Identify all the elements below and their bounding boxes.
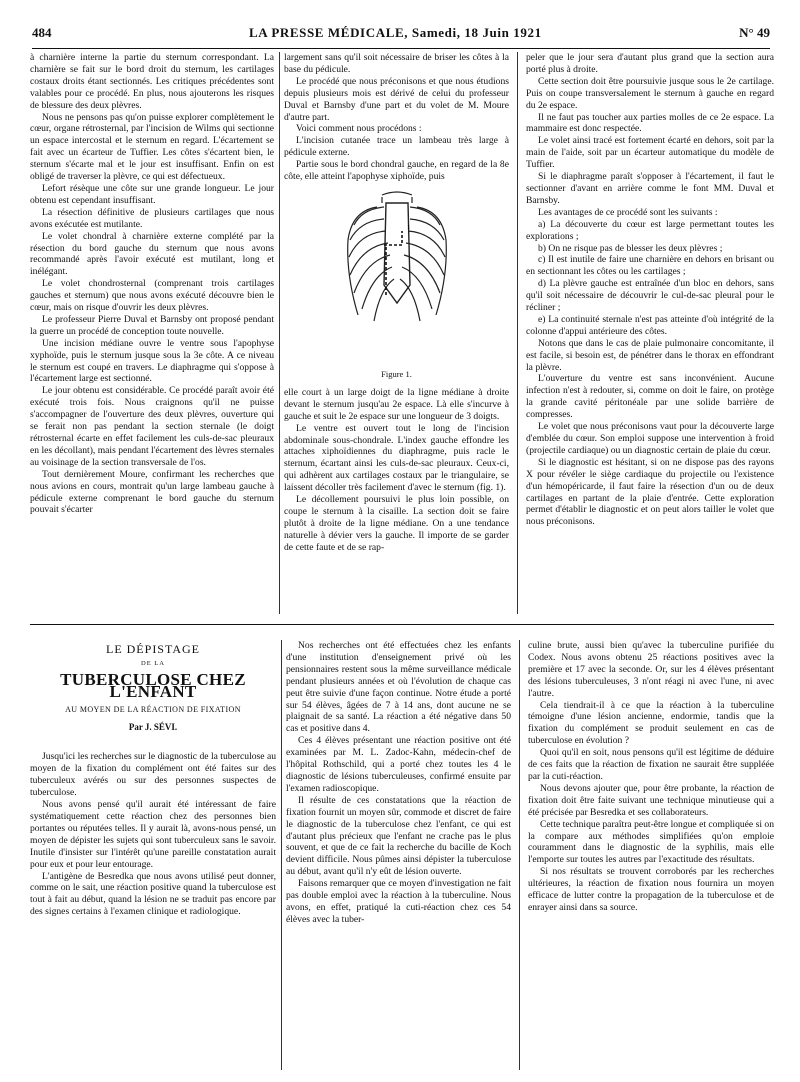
list-item: a) La découverte du cœur est large permettant toutes les explorations ;: [526, 218, 774, 242]
page-header: [32, 22, 770, 49]
paragraph: Le volet chondral à charnière externe complété par la résection du bord gauche du sternum que nous avons recommandé après l'avoir exécuté est mutilant, long et inélégant.: [30, 230, 274, 278]
column-divider: [279, 52, 280, 614]
top-article-column-1: [30, 52, 274, 614]
paragraph: Partie sous le bord chondral gauche, en regard de la 8e côte, elle atteint l'apophyse xiphoïde, puis: [284, 159, 509, 183]
list-item: b) On ne risque pas de blesser les deux plèvres ;: [538, 242, 723, 254]
top-article-column-3: [526, 52, 774, 614]
paragraph: Si le diaphragme paraît s'opposer à l'écartement, il faut le sectionner d'avant en arrière comme le font MM. Duval et Barnsby.: [526, 171, 774, 206]
section-divider: [30, 624, 774, 625]
list-item: e) La continuité sternale n'est pas atteinte d'où intégrité de la colonne d'appui antérieure des côtes.: [526, 313, 774, 337]
paragraph: Le professeur Pierre Duval et Barnsby ont proposé pendant la guerre un procédé de conception toute nouvelle.: [30, 313, 274, 337]
paragraph: Une incision médiane ouvre le ventre sous l'apophyse xyphoïde, puis le sternum jusque sous la 3e côte. A ce niveau le sternum est coupé en travers. Le diaphragme qui s'oppose à l'écartement large est sectionné.: [30, 337, 274, 385]
journal-title: LA PRESSE MÉDICALE, Samedi, 18 Juin 1921: [248, 25, 542, 40]
paragraph: Ces 4 élèves présentant une réaction positive ont été examinées par M. L. Zadoc-Kahn, médecin-chef de l'hôpital Rothschild, qui a porté chez toutes les 4 le diagnostic de lésions tuberculeuses, confirmé ensuite par l'examen radioscopique.: [286, 735, 511, 794]
paragraph: Faisons remarquer que ce moyen d'investigation ne fait pas double emploi avec la réaction à la tuberculine. Nous avons, en effet, pratiqué la cuti-réaction chez ces 54 élèves avec la tuber-: [286, 878, 511, 925]
paragraph: Le volet chondrosternal (comprenant trois cartilages gauches et sternum) que nous avons exécuté découvre bien le cœur, mais on risque d'ouvrir les deux plèvres.: [30, 278, 274, 314]
bottom-article-column-1: [30, 640, 276, 1070]
paragraph: L'antigène de Besredka que nous avons utilisé peut donner, comme on le sait, une réaction positive quand la tuberculose est tout à fait au début, quand la lésion ne se traduit pas encore par des signes certains à l'examen clinique et radiologique.: [30, 870, 276, 918]
paragraph: Le volet ainsi tracé est fortement écarté en dehors, soit par la main de l'aide, soit par un écarteur automatique du modèle de Tuffier.: [526, 135, 774, 171]
bottom-article-column-2: [286, 640, 511, 1070]
paragraph: Quoi qu'il en soit, nous pensons qu'il est légitime de déduire de ces faits que la réaction de fixation ne saurait être suppléée par la cuti-réaction.: [528, 747, 774, 782]
paragraph: L'ouverture du ventre est sans inconvénient. Aucune infection n'est à redouter, si, comme on doit le faire, on protège la grande cavité péritonéale par une solide barrière de compresses.: [526, 373, 774, 421]
paragraph: elle court à un large doigt de la ligne médiane à droite devant le sternum jusqu'au 2e espace. Là elle s'incurve à gauche et suit le 2e espace sur une longueur de 3 doigts.: [284, 386, 509, 422]
paragraph: Il résulte de ces constatations que la réaction de fixation fournit un moyen sûr, commode et discret de faire le diagnostic de la tuberculose chez l'enfant, ce qui est d'autant plus précieux que l'enfant ne crache pas le plus souvent, et que de ce fait la recherche du bacille de Koch devient difficile. Nous pûmes ainsi dépister la tuberculose au début, avant qu'il n'y eût de lésion ouverte.: [286, 794, 511, 878]
column-divider: [519, 640, 520, 1070]
article-kicker: LE DÉPISTAGE: [105, 642, 201, 656]
article-de-la: DE LA: [141, 659, 165, 667]
paragraph: à charnière interne la partie du sternum correspondant. La charnière se fait sur le bord droit du sternum, les cartilages costaux droits étant sectionnés. Les critiques précédentes sont valables pour ce procédé. En plus, nous ajouterons les risques de blessure des deux plèvres.: [30, 52, 274, 111]
paragraph: Le volet que nous préconisons vaut pour la découverte large d'emblée du cœur. Son emploi suppose une intervention à froid (projectile cardiaque) ou un diagnostic certain de plaie du cœur.: [526, 421, 774, 456]
thorax-figure: [322, 185, 472, 367]
top-article-column-2: [284, 52, 509, 614]
paragraph: L'incision cutanée trace un lambeau très large à pédicule externe.: [284, 135, 509, 159]
paragraph: Nos recherches ont été effectuées chez les enfants d'une institution d'enseignement privé où les pensionnaires restent sous la même surveillance médicale pendant plusieurs années et où l'évolution de chaque cas peut être suivie d'une façon continue. Notre étude a porté sur 54 élèves, âgées de 7 à 14 ans, dont aucune ne se plaignait de sa santé. La réaction a été négative dans 50 cas et positive dans 4.: [286, 640, 511, 735]
list-item: c) Il est inutile de faire une charnière en dehors en brisant ou en sectionnant les côtes ou les cartilages ;: [526, 254, 774, 278]
article-subtitle: AU MOYEN DE LA RÉACTION DE FIXATION: [65, 704, 241, 714]
paragraph: Si nos résultats se trouvent corroborés par les recherches ultérieures, la réaction de fixation nous fournira un moyen efficace de lutter contre la propagation de la tuberculose et de enrayer ainsi dans sa source.: [528, 866, 774, 913]
paragraph: Tout dernièrement Moure, confirmant les recherches que nous avions en cours, montrait qu'un large lambeau gauche à pédicule externe comprenant le bord gauche du sternum pouvait s'écarter: [30, 468, 274, 516]
paragraph: Si le diagnostic est hésitant, si on ne dispose pas des rayons X pour révéler le siège cardiaque du projectile ou l'existence d'un hémopéricarde, il faut faire la résection d'un ou de deux cartilages en partant de la plaie d'entrée. Cette exploration permet d'établir le diagnostic et on peut alors tailler le volet que nous préconisons.: [526, 456, 774, 528]
paragraph: Le jour obtenu est considérable. Ce procédé paraît avoir été exécuté trois fois. Nous craignons qu'il ne puisse s'accompagner de l'ouverture des deux plèvres, ouverture qui se ferait non pas pendant la section sternale (le doigt rétrosternal écarte en effet facilement les culs-de-sac pleuraux en les décollant), mais pendant l'écartement des lèvres sternales au voisinage de la section transversale de l'os.: [30, 385, 274, 468]
paragraph: La résection définitive de plusieurs cartilages que nous avons exécutée est mutilante.: [30, 206, 274, 230]
paragraph: Nous devons ajouter que, pour être probante, la réaction de fixation doit être faite suivant une technique minutieuse qui a été précisée par Besredka et ses collaborateurs.: [528, 782, 774, 818]
paragraph: largement sans qu'il soit nécessaire de briser les côtes à la base du pédicule.: [284, 52, 509, 75]
column-divider: [517, 52, 518, 614]
paragraph: Cela tiendrait-il à ce que la réaction à la tuberculine témoigne d'une lésion ancienne, endormie, tandis que la fixation du complément se produit seulement en cas de tuberculose en évolution ?: [528, 699, 774, 747]
paragraph: culine brute, aussi bien qu'avec la tuberculine purifiée du Codex. Nous avons obtenu 25 réactions positives avec la première et 17 avec la seconde. Or, sur les 4 élèves présentant des lésions tuberculeuses, 3 n'ont réagi ni avec l'une, ni avec l'autre.: [528, 640, 774, 699]
page-number: 484: [32, 25, 52, 40]
paragraph: Lefort résèque une côte sur une grande longueur. Le jour obtenu est cependant insuffisant.: [30, 182, 274, 206]
paragraph: Le procédé que nous préconisons et que nous étudions depuis plusieurs mois est dérivé de celui du professeur Duval et Barnsby d'une part et du volet de M. Moure d'autre part.: [284, 75, 509, 123]
paragraph: Nous ne pensons pas qu'on puisse explorer complètement le cœur, organe rétrosternal, par l'incision de Wilms qui sectionne un espace intercostal et le sternum en regard. L'écartement se fait avec un écarteur de Tuffier. Les côtes s'écartent bien, le sternum s'écarte mal et le jour est insuffisant. Enfin on est obligé de traverser la plèvre, ce qui est défectueux.: [30, 111, 274, 183]
paragraph: Jusqu'ici les recherches sur le diagnostic de la tuberculose au moyen de la fixation du complément ont été faites sur des tuberculeux avérés ou sur des personnes suspectes de tuberculose.: [30, 751, 276, 799]
article-byline: Par J. SÉVI.: [128, 721, 178, 732]
paragraph: Le décollement poursuivi le plus loin possible, on coupe le sternum à la cisaille. La section doit se faire plutôt à droite de la ligne médiane. On a une tendance naturelle à dévier vers la gauche. Il importe de se garder de cette faute et de se rap-: [284, 494, 509, 553]
column-divider: [281, 640, 282, 1070]
paragraph: Il ne faut pas toucher aux parties molles de ce 2e espace. La mammaire est donc respectée.: [526, 111, 774, 135]
article-title: TUBERCULOSE CHEZ L'ENFANT: [60, 669, 246, 701]
paragraph: Cette technique paraîtra peut-être longue et compliquée si on la compare aux méthodes simplifiées qu'on emploie couramment dans le diagnostic de la syphilis, mais elle l'emporte sur toutes les autres par l'exactitude des résultats.: [528, 818, 774, 866]
bottom-article-column-3: [528, 640, 774, 1070]
figure-caption: Figure 1.: [381, 368, 412, 379]
issue-number: N° 49: [739, 25, 770, 40]
paragraph: Voici comment nous procédons :: [296, 123, 422, 135]
figure-label: 1: [406, 224, 410, 231]
paragraph: peler que le jour sera d'autant plus grand que la section aura porté plus à droite.: [526, 52, 774, 75]
paragraph: Les avantages de ce procédé sont les suivants :: [538, 206, 718, 218]
paragraph: Nous avons pensé qu'il aurait été intéressant de faire systématiquement cette réaction chez des personnes bien portantes ou réputées telles. Il y aurait là, avons-nous pensé, un moyen de dépister les sujets qui sont tuberculeux sans le savoir. Inutile d'insister sur l'intérêt qu'une pareille constatation aurait pour eux et pour leur entourage.: [30, 799, 276, 870]
paragraph: Notons que dans le cas de plaie pulmonaire concomitante, il est facile, si besoin est, de pénétrer dans le thorax en effondrant la plèvre.: [526, 337, 774, 373]
paragraph: Cette section doit être poursuivie jusque sous le 2e cartilage. Puis on coupe transversalement le sternum à gauche en regard du 2e espace.: [526, 75, 774, 111]
list-item: d) La plèvre gauche est entraînée d'un bloc en dehors, sans qu'il soit nécessaire de découvrir le cul-de-sac pleural pour le récliner ;: [526, 278, 774, 314]
paragraph: Le ventre est ouvert tout le long de l'incision abdominale sous-chondrale. L'index gauche effondre les attaches xiphoïdiennes du diaphragme, puis racle le sternum, écartant ainsi les culs-de-sac pleuraux. Ceux-ci, qui adhèrent aux cartilages costaux par le triangulaire, se laissent décoller très facilement d'avec le sternum (fig. 1).: [284, 422, 509, 494]
